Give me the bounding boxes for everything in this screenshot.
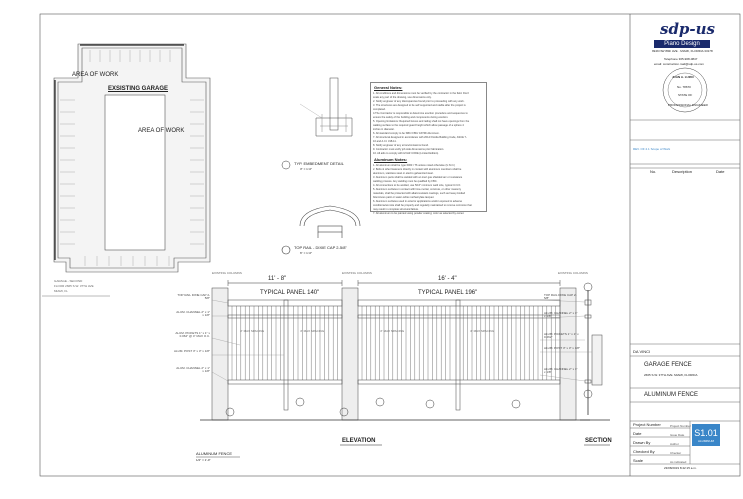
elevation-title: ELEVATION bbox=[342, 438, 376, 444]
note-line: 1. All conditions and dimensions must be verified by the contractor in the field. Don't bbox=[373, 92, 469, 95]
tb-field-value: Project Number bbox=[670, 424, 691, 428]
note-line: 2. Notify engineer of any discrepancies found prior to proceeding with any work. bbox=[373, 100, 465, 103]
general-notes-title: General Notes: bbox=[374, 85, 403, 90]
note-line: 7. All aluminum to be painted using powder coating; color as selected by owner. bbox=[373, 212, 465, 215]
company-logo: sdp-us bbox=[660, 20, 715, 38]
company-address: 9949 NW 89th AVE · MIAMI, FLORIDA 33178 bbox=[652, 49, 713, 53]
toprail-scale: 6" = 1'-0" bbox=[300, 251, 313, 255]
note-line: 9. Contractor must verify job side dimensions prior fabrication. bbox=[373, 148, 445, 151]
project-name: GARAGE FENCE bbox=[644, 362, 692, 368]
tb-field-value: As indicated bbox=[670, 460, 687, 464]
elevation-callout: ALUM. CHANNEL 2" x 1" x 1/8" bbox=[544, 311, 578, 318]
elevation-callout: ALUM. CHANNEL 2" x 1" x 1/8" bbox=[544, 367, 578, 374]
tb-field-label: Project Number bbox=[633, 422, 661, 427]
tb-field-label: Checked By bbox=[633, 449, 655, 454]
note-line: 10. All aids to comply with HVHZ CODE (Limited Edition). bbox=[373, 152, 439, 155]
note-line: 3. The structures are designed to be self supported and stable after the project is bbox=[373, 104, 466, 107]
tb-field-value: Issue Date bbox=[670, 433, 685, 437]
note-line: 4.The Contractor is responsible to determine erection procedure and sequences to bbox=[373, 112, 468, 115]
max-spacing-label-3: 4" MAX SPACING bbox=[380, 329, 405, 333]
note-line: 10 and A.C.I 318-11. bbox=[373, 140, 397, 143]
rev-header-date: Date bbox=[716, 169, 725, 174]
plan-caption-2: FLOOR 2665 S.W. 37TH AVE bbox=[54, 284, 94, 288]
sheet-number: S1.01 bbox=[694, 428, 718, 438]
tb-field-label: Drawn By bbox=[633, 440, 651, 445]
elevation-subtitle: ALUMINUM FENCE bbox=[196, 451, 233, 456]
note-line: inches in diameter. bbox=[373, 128, 395, 131]
note-line: 6. All standard comply to be SBC/ FBC/ ASTM/ Aluminum. bbox=[373, 132, 440, 135]
title-block-lines bbox=[630, 68, 740, 464]
note-line: 7. All structural designed in accordance with 2014 Florida Building Code, ASCE 7- bbox=[373, 136, 467, 139]
note-line: 3. Aluminum parts shall be welded with an inert gas shielded arc or resistance bbox=[373, 176, 463, 179]
notes-panel bbox=[370, 82, 487, 215]
elevation-callout: ALUM. PICKETS 1" x 1" x 0.062" @ 4" MAX O.C. bbox=[175, 331, 210, 338]
seal-name: JUAN A. LUZIO bbox=[672, 75, 694, 79]
area-of-work-label-top: AREA OF WORK bbox=[72, 72, 119, 78]
sheet-sub: ALUMINUM bbox=[697, 439, 714, 443]
max-spacing-label-1: 4" MAX SPACING bbox=[240, 329, 265, 333]
note-line: 5. Aluminum surfaces in contact with lime-mortar, concrete, or other masonry bbox=[373, 188, 462, 191]
note-line: aluminum, stainless steel or electro galvanized steel. bbox=[373, 172, 434, 175]
existing-columns-label-2: EXISTING COLUMNS bbox=[342, 271, 372, 275]
max-spacing-label-4: 4" MAX SPACING bbox=[470, 329, 495, 333]
seal-engineer: PROFESSIONAL ENGINEER bbox=[668, 103, 708, 107]
company-logo-band: Piano Design bbox=[654, 40, 710, 48]
elevation-callout: ALUM. POST 3" x 3" x 1/8" bbox=[544, 346, 580, 350]
note-line: 2. Bolts & other fasteners directly in contact with aluminum members shall be bbox=[373, 168, 462, 171]
note-line: walking surface to the required guard height which allow passage of a sphere 4 bbox=[373, 124, 464, 127]
garage-plan bbox=[54, 44, 210, 272]
drawing-title: ALUMINUM FENCE bbox=[644, 392, 699, 398]
note-line: may result in complete structural failure. bbox=[373, 208, 419, 211]
revision-title: REV. OF 2.1 Scope of Work bbox=[633, 147, 671, 151]
note-line: 6. Aluminum surfaces used in exterior applications and/or exposed to adverse bbox=[373, 200, 463, 203]
elevation-callout: ALUM. CHANNEL 2" x 1" x 1/8" bbox=[176, 310, 210, 317]
panel2-dimension: 16' - 4" bbox=[438, 276, 457, 282]
plan-caption-1: GARAGE - SECOND bbox=[54, 279, 83, 283]
existing-garage-label: EXSISTING GARAGE bbox=[108, 86, 169, 92]
project-address: 2665 S.W. 37TH AVE. MIAMI, FLORIDA bbox=[644, 373, 698, 377]
note-line: 4. All connections to be welded, use 5/16" minimum weld size, typical U.N.O. bbox=[373, 184, 461, 187]
elevation-scale: 1/2" = 1'-0" bbox=[196, 458, 211, 462]
elevation-callout: TOP RAIL DIXIE CAP 2-5/8" bbox=[544, 293, 577, 300]
embedment-scale: 3" = 1'-0" bbox=[300, 167, 313, 171]
panel1-dimension: 11' - 8" bbox=[268, 276, 287, 282]
elevation-callout: TOP RAIL DIXIE CAP 2-5/8" bbox=[177, 293, 210, 300]
company-email: email: construction.mail@sdp-us.com bbox=[654, 62, 704, 66]
elevation-callout: ALUM. PICKETS 1" x 1" x 0.062" bbox=[544, 332, 579, 339]
aluminum-notes-title: Aluminum Notes: bbox=[374, 157, 408, 162]
plan-caption-3: MIAMI, FL bbox=[54, 289, 68, 293]
rev-header-no: No. bbox=[650, 169, 657, 174]
note-line: welding process. Any welding must be qualified by FBC. bbox=[373, 180, 438, 183]
tb-field-value: Checker bbox=[670, 451, 682, 455]
client-name: DA VINCI bbox=[633, 349, 651, 354]
seal-state: STATE OF bbox=[678, 93, 693, 97]
note-line: 8. Notify engineer of any errors/omissions found. bbox=[373, 144, 429, 147]
panel1-label: TYPICAL PANEL 140" bbox=[260, 290, 320, 296]
sheet-number-box bbox=[692, 424, 720, 446]
tb-field-label: Date bbox=[633, 431, 642, 436]
note-line: 5. Opening limitations: Required fences and railing shall not have openings from the bbox=[373, 120, 470, 123]
area-of-work-label-right: AREA OF WORK bbox=[138, 128, 185, 134]
embedment-title: TYP. EMBEDMENT DETAIL bbox=[294, 161, 344, 166]
rev-header-description: Description bbox=[672, 169, 693, 174]
company-phone: Telephone 305-908-0847 bbox=[664, 57, 698, 61]
note-line: 1. All aluminum shall be type 6063 / T6 unless noted otherwise (U.N.O.) bbox=[373, 164, 456, 167]
tb-field-value: Author bbox=[670, 442, 679, 446]
existing-columns-label-1: EXISTING COLUMNS bbox=[212, 271, 242, 275]
note-line: ensure the safety of the building and components during erection. bbox=[373, 116, 449, 119]
elevation-callout: ALUM. CHANNEL 2" x 1" x 1/8" bbox=[176, 366, 210, 373]
note-line: completed. bbox=[373, 108, 386, 111]
elevation-callout: ALUM. POST 3" x 3" x 1/8" bbox=[174, 349, 210, 353]
note-line: materials, shall be protected with alkali-resistant coatings, such as heavy-bodied bbox=[373, 192, 466, 195]
panel2-label: TYPICAL PANEL 196" bbox=[418, 290, 478, 296]
section-title: SECTION bbox=[585, 438, 612, 444]
toprail-title: TOP RAIL - DIXIE CAP 2-5/8" bbox=[294, 245, 347, 250]
embedment-detail bbox=[282, 78, 352, 169]
note-line: scale any part of the drawing, use dimensions only. bbox=[373, 96, 432, 99]
note-line: conditions/wet site shall be properly and regularly maintained to remove corrosion that bbox=[373, 204, 472, 207]
tb-field-label: Scale bbox=[633, 458, 644, 463]
existing-columns-label-3: EXISTING COLUMNS bbox=[558, 271, 588, 275]
note-line: bituminous paint or water-white methacrylate lacquer. bbox=[373, 196, 435, 199]
seal-license: No. 78670 bbox=[677, 85, 691, 89]
plot-timestamp: 23/08/2019 8:42:15 a.m. bbox=[664, 466, 697, 470]
max-spacing-label-2: 4" MAX SPACING bbox=[300, 329, 325, 333]
